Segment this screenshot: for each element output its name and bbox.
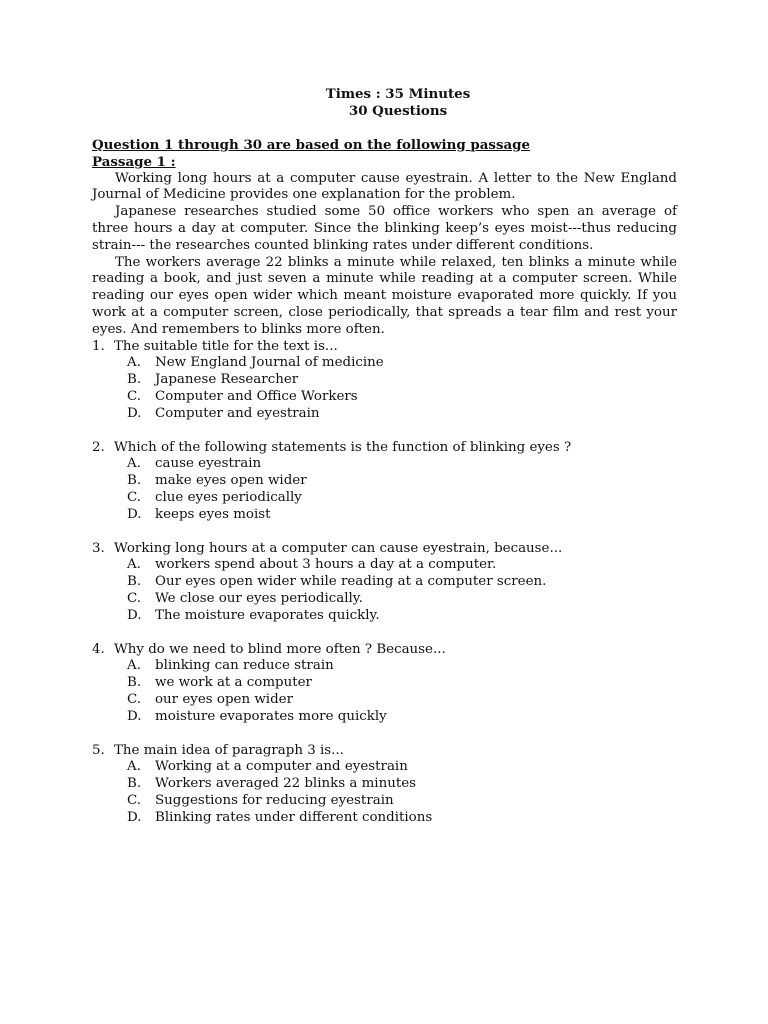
- passage-paragraph-1: Working long hours at a computer cause eyestrain. A letter to the New England Journal of Medicine provides one explanation for the problem.: [92, 170, 677, 203]
- answer-option: [92, 709, 677, 726]
- option-text: Our eyes open wider while reading at a computer screen.: [155, 574, 547, 590]
- section-intro: Question 1 through 30 are based on the following passage: [92, 137, 531, 153]
- option-letter: D.: [127, 708, 142, 724]
- option-text: blinking can reduce strain: [155, 658, 334, 674]
- option-letter: B.: [127, 372, 142, 388]
- spacer: [92, 625, 677, 642]
- option-text: The moisture evaporates quickly.: [155, 607, 380, 623]
- question-number: 1.: [92, 338, 105, 354]
- option-list: [92, 658, 677, 725]
- exam-header: [0, 86, 768, 120]
- answer-option: [92, 810, 677, 827]
- question-number: 4.: [92, 641, 105, 657]
- option-letter: C.: [127, 590, 142, 606]
- answer-option: [92, 490, 677, 507]
- option-text: make eyes open wider: [155, 473, 307, 489]
- option-text: Computer and eyestrain: [155, 405, 320, 421]
- answer-option: [92, 759, 677, 776]
- question-text: Why do we need to blind more often ? Because...: [114, 641, 446, 657]
- question-2: [92, 440, 677, 541]
- option-text: New England Journal of medicine: [155, 355, 384, 371]
- answer-option: [92, 675, 677, 692]
- answer-option: [92, 574, 677, 591]
- option-text: moisture evaporates more quickly: [155, 708, 387, 724]
- option-text: cause eyestrain: [155, 456, 262, 472]
- option-text: keeps eyes moist: [155, 506, 271, 522]
- spacer: [92, 423, 677, 440]
- option-letter: C.: [127, 388, 142, 404]
- answer-option: [92, 608, 677, 625]
- option-text: Workers averaged 22 blinks a minutes: [155, 776, 417, 792]
- answer-option: [92, 473, 677, 490]
- question-number: 2.: [92, 439, 105, 455]
- answer-option: [92, 793, 677, 810]
- option-letter: A.: [127, 557, 141, 573]
- option-text: Working at a computer and eyestrain: [155, 759, 408, 775]
- option-text: Suggestions for reducing eyestrain: [155, 792, 394, 808]
- option-letter: C.: [127, 691, 142, 707]
- option-letter: D.: [127, 405, 142, 421]
- answer-option: [92, 692, 677, 709]
- question-3: [92, 541, 677, 642]
- answer-option: [92, 776, 677, 793]
- option-letter: B.: [127, 776, 142, 792]
- option-letter: B.: [127, 675, 142, 691]
- option-list: [92, 355, 677, 422]
- option-letter: A.: [127, 456, 141, 472]
- option-letter: B.: [127, 473, 142, 489]
- option-letter: C.: [127, 489, 142, 505]
- option-list: [92, 557, 677, 624]
- answer-option: [92, 389, 677, 406]
- spacer: [92, 726, 677, 743]
- option-text: our eyes open wider: [155, 691, 293, 707]
- answer-option: [92, 591, 677, 608]
- question-stem: [92, 642, 677, 659]
- question-4: [92, 642, 677, 743]
- exam-body: [92, 137, 677, 826]
- option-letter: A.: [127, 355, 141, 371]
- option-letter: D.: [127, 506, 142, 522]
- time-limit: Times : 35 Minutes: [325, 86, 471, 102]
- question-number: 5.: [92, 742, 105, 758]
- option-letter: A.: [127, 658, 141, 674]
- option-letter: B.: [127, 574, 142, 590]
- option-text: Japanese Researcher: [155, 372, 299, 388]
- option-text: we work at a computer: [155, 675, 312, 691]
- question-stem: [92, 743, 677, 760]
- option-letter: D.: [127, 607, 142, 623]
- option-text: Blinking rates under different conditions: [155, 809, 433, 825]
- question-stem: [92, 440, 677, 457]
- option-list: [92, 759, 677, 826]
- answer-option: [92, 456, 677, 473]
- question-text: Working long hours at a computer can cause eyestrain, because...: [114, 540, 563, 556]
- passage-paragraph-3: The workers average 22 blinks a minute while relaxed, ten blinks a minute while reading a book, and just seven a minute while reading at a computer screen. While reading our eyes open wider which meant moisture evaporated more quickly. If you work at a computer screen, close periodically, that spreads a tear film and rest your eyes. And remembers to blinks more often.: [92, 254, 677, 337]
- answer-option: [92, 355, 677, 372]
- option-text: Computer and Office Workers: [155, 388, 358, 404]
- question-text: The suitable title for the text is...: [114, 338, 338, 354]
- answer-option: [92, 406, 677, 423]
- option-text: We close our eyes periodically.: [155, 590, 363, 606]
- question-text: The main idea of paragraph 3 is...: [114, 742, 344, 758]
- question-count: 30 Questions: [348, 103, 448, 119]
- option-letter: A.: [127, 759, 141, 775]
- option-letter: C.: [127, 792, 142, 808]
- passage-label: Passage 1 :: [92, 153, 176, 170]
- question-text: Which of the following statements is the function of blinking eyes ?: [114, 439, 572, 455]
- spacer: [92, 524, 677, 541]
- answer-option: [92, 658, 677, 675]
- question-list: [92, 339, 677, 827]
- option-list: [92, 456, 677, 523]
- option-text: clue eyes periodically: [155, 489, 302, 505]
- passage-paragraph-2: Japanese researches studied some 50 office workers who spen an average of three hours a day at computer. Since the blinking keep’s eyes moist---thus reducing strain--- the researches counted blinking rates under different conditions.: [92, 204, 677, 253]
- option-letter: D.: [127, 809, 142, 825]
- question-stem: [92, 339, 677, 356]
- option-text: workers spend about 3 hours a day at a computer.: [155, 557, 497, 573]
- answer-option: [92, 372, 677, 389]
- question-number: 3.: [92, 540, 105, 556]
- question-stem: [92, 541, 677, 558]
- question-1: [92, 339, 677, 440]
- answer-option: [92, 507, 677, 524]
- answer-option: [92, 557, 677, 574]
- question-5: [92, 743, 677, 827]
